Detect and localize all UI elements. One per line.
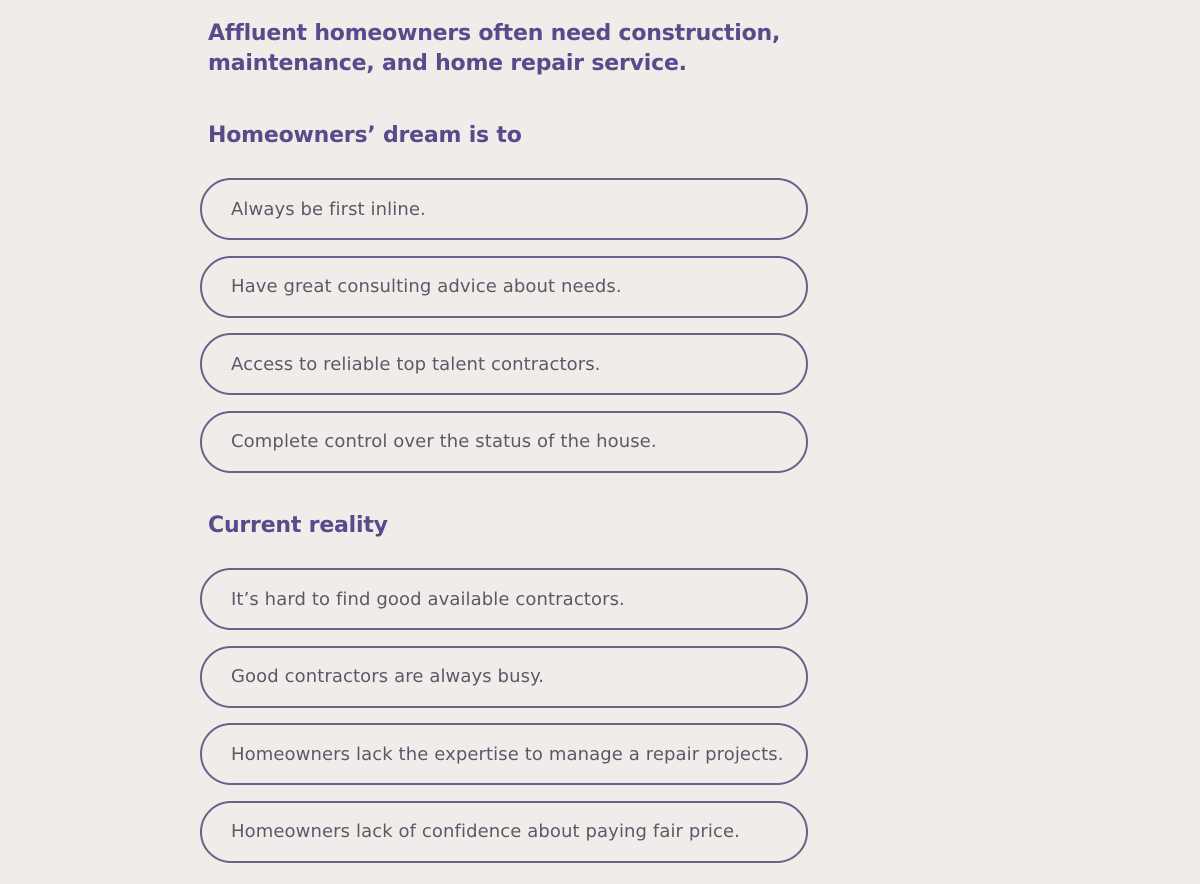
reality-item: Good contractors are always busy. bbox=[200, 646, 808, 708]
dream-item: Always be first inline. bbox=[200, 178, 808, 240]
reality-item: It’s hard to find good available contractors. bbox=[200, 568, 808, 630]
reality-heading: Current reality bbox=[208, 513, 388, 538]
dream-item: Access to reliable top talent contractors. bbox=[200, 333, 808, 395]
reality-list bbox=[200, 568, 808, 863]
intro-line-2: maintenance, and home repair service. bbox=[208, 51, 687, 76]
reality-item: Homeowners lack the expertise to manage a repair projects. bbox=[200, 723, 808, 785]
reality-item: Homeowners lack of confidence about paying fair price. bbox=[200, 801, 808, 863]
intro-line-1: Affluent homeowners often need construction, bbox=[208, 21, 781, 46]
dream-item: Complete control over the status of the house. bbox=[200, 411, 808, 473]
intro-heading bbox=[208, 19, 828, 79]
dream-heading: Homeowners’ dream is to bbox=[208, 123, 522, 148]
dream-list bbox=[200, 178, 808, 473]
dream-item: Have great consulting advice about needs. bbox=[200, 256, 808, 318]
